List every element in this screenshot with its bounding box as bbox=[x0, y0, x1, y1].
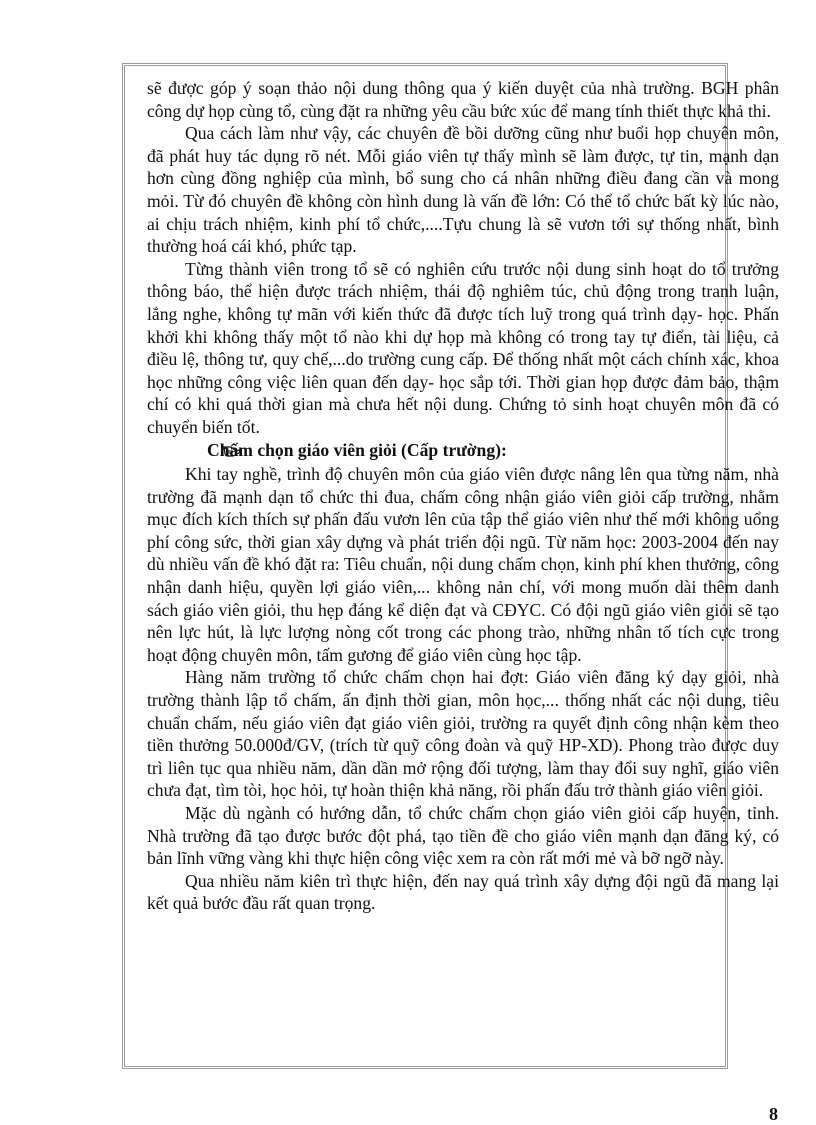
document-body bbox=[147, 77, 779, 915]
paragraph: Qua nhiều năm kiên trì thực hiện, đến nay quá trình xây dựng đội ngũ đã mang lại kết quả bước đầu rất quan trọng. bbox=[147, 870, 779, 914]
section-heading-text: Chấm chọn giáo viên giỏi (Cấp trường): bbox=[207, 439, 507, 460]
paragraph: Từng thành viên trong tổ sẽ có nghiên cứu trước nội dung sinh hoạt do tổ trưởng thông báo, thể hiện được trách nhiệm, thái độ nghiêm túc, chủ động trong tranh luận, lắng nghe, không tự mãn với kiến thức đã được tích luỹ trong quá trình dạy- học. Phấn khởi khi không thấy một tổ nào khi dự họp mà không có trong tay tự điển, tài liệu, cả điều lệ, thông tư, quy chế,...do trường cung cấp. Để thống nhất một cách chính xác, khoa học những công việc liên quan đến dạy- học sắp tới. Thời gian họp được đảm bảo, thậm chí có khi quá thời gian mà chưa hết nội dung. Chứng tỏ sinh hoạt chuyên môn đã có chuyển biến tốt. bbox=[147, 258, 779, 437]
paragraph: Mặc dù ngành có hướng dẫn, tổ chức chấm chọn giáo viên giỏi cấp huyện, tỉnh. Nhà trường đã tạo được bước đột phá, tạo tiền đề cho giáo viên mạnh dạn đăng ký, có bản lĩnh vững vàng khi thực hiện công việc xem ra còn rất mới mẻ và bỡ ngỡ này. bbox=[147, 803, 779, 869]
paragraph: Hàng năm trường tổ chức chấm chọn hai đợt: Giáo viên đăng ký dạy giỏi, nhà trường thành lập tổ chấm, ấn định thời gian, môn học,... thống nhất các nội dung, tiêu chuẩn chấm, nếu giáo viên đạt giáo viên giỏi, trường ra quyết định công nhận kèm theo tiền thưởng 50.000đ/GV, (trích từ quỹ công đoàn và quỹ HP-XD). Phong trào được duy trì liên tục qua nhiều năm, dần dần mở rộng đối tượng, làm thay đổi suy nghĩ, giáo viên chưa đạt, tìm tòi, học hỏi, tự hoàn thiện khả năng, rồi phấn đấu trở thành giáo viên giỏi. bbox=[147, 667, 779, 801]
section-heading bbox=[147, 439, 779, 464]
paragraph: Qua cách làm như vậy, các chuyên đề bồi dưỡng cũng như buổi họp chuyên môn, đã phát huy tác dụng rõ nét. Mỗi giáo viên tự thấy mình sẽ làm được, tự tin, mạnh dạn hơn cùng đồng nghiệp của mình, bổ sung cho cá nhân những điều đang cần và mong mỏi. Từ đó chuyên đề không còn hình dung là vấn đề lớn: Có thể tổ chức bất kỳ lúc nào, ai chịu trách nhiệm, kinh phí tổ chức,....Tựu chung là sẽ vươn tới sự thống nhất, bình thường hoá cái khó, phức tạp. bbox=[147, 123, 779, 257]
page-number: 8 bbox=[769, 1104, 778, 1124]
writing-hand-icon bbox=[185, 441, 203, 464]
paragraph: Khi tay nghề, trình độ chuyên môn của giáo viên được nâng lên qua từng năm, nhà trường đã mạnh dạn tổ chức thi đua, chấm công nhận giáo viên giỏi cấp trường, nhằm mục đích kích thích sự phấn đấu vươn lên của tập thể giáo viên như thế mới không uổng phí công sức, thời gian xây dựng và phát triển đội ngũ. Từ năm học: 2003-2004 đến nay dù nhiều vấn đề khó đặt ra: Tiêu chuẩn, nội dung chấm chọn, kinh phí khen thưởng, công nhận danh hiệu, quyền lợi giáo viên,... không nản chí, với mong muốn dài thêm danh sách giáo viên giỏi, thu hẹp đáng kể diện đạt và CĐYC. Có đội ngũ giáo viên giỏi sẽ tạo nên lực hút, là lực lượng nòng cốt trong các phong trào, những nhân tố tích cực trong hoạt động chuyên môn, tấm gương để giáo viên cùng học tập. bbox=[147, 464, 779, 665]
paragraph-continuation: sẽ được góp ý soạn thảo nội dung thông qua ý kiến duyệt của nhà trường. BGH phân công dự họp cùng tổ, cùng đặt ra những yêu cầu bức xúc để mang tính thiết thực khả thi. bbox=[147, 78, 779, 121]
